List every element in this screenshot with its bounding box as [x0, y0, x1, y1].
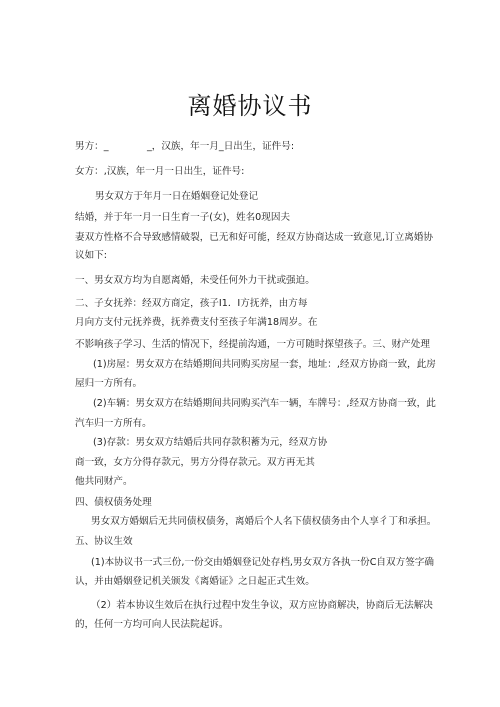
paragraph-line: 他共同财产。	[75, 476, 133, 487]
paragraph-line: （2）若本协议生效后在执行过程中发生争议，双方应协商解决，协商后无法解决	[91, 600, 433, 611]
paragraph-line: 汽车归一方所有。	[75, 418, 152, 429]
paragraph-line: (1)房屋：男女双方在结婚期间共同购买房屋一套，地址：,经双方协商一致，此房	[93, 359, 436, 370]
paragraph-line: 二、子女抚养：经双方商定，孩子I1．I方抚养，由方每	[75, 298, 308, 309]
paragraph-line: 认，并由婚姻登记机关颁发《离婚证》之日起正式生效。	[75, 576, 315, 587]
paragraph-line: (3)存款：男女双方结婚后共同存款积蓄为元，经双方协	[93, 437, 328, 448]
paragraph-line: 结婚，并于年一月一日生育一子(女)，姓名0现因夫	[75, 212, 291, 223]
paragraph-line: 四、债权债务处理	[75, 497, 152, 508]
paragraph-line: 男女双方婚姻后无共同债权债务，离婚后个人名下债权债务由个人享彳丁和承担。	[91, 516, 437, 527]
paragraph-line: 女方：,汉族，年一月一日出生，证件号:	[75, 166, 245, 177]
paragraph-line: 男女双方于年月一日在婚姻登记处登记	[95, 191, 259, 202]
paragraph-line: (1)本协议书一式三份,一份交由婚姻登记处存档,男女双方各执一份C自双方签字确	[91, 557, 434, 568]
paragraph-line: 月向方支付元抚养费，抚养费支付至孩子年满18周岁。在	[75, 317, 318, 328]
document-title: 离婚协议书	[187, 92, 313, 120]
paragraph-line: 五、协议生效	[75, 536, 133, 547]
paragraph-line: 的，任何一方均可向人民法院起诉。	[75, 619, 229, 630]
paragraph-line: 商一致，女方分得存款元，男方分得存款元。双方再无其	[75, 457, 315, 468]
paragraph-line: 不影响孩子学习、生活的情况下，经提前沟通，一方可随时探望孩子。三、财产处理	[75, 339, 430, 350]
paragraph-line: 男方：_ _，汉族，年一月_日出生，证件号:	[75, 141, 295, 152]
paragraph-line: 屋归一方所有。	[75, 378, 143, 389]
paragraph-line: 议如下:	[75, 250, 108, 261]
paragraph-line: (2)车辆：男女双方在结婚期间共同购买汽车一辆，车牌号：,经双方协商一致，此	[93, 398, 436, 409]
paragraph-line: 妻双方性格不合导致感情破裂，已无和好可能，经双方协商达成一致意见,订立离婚协	[75, 232, 434, 243]
paragraph-line: 一、男女双方均为自愿离婚，未受任何外力干扰或强迫。	[75, 275, 315, 286]
